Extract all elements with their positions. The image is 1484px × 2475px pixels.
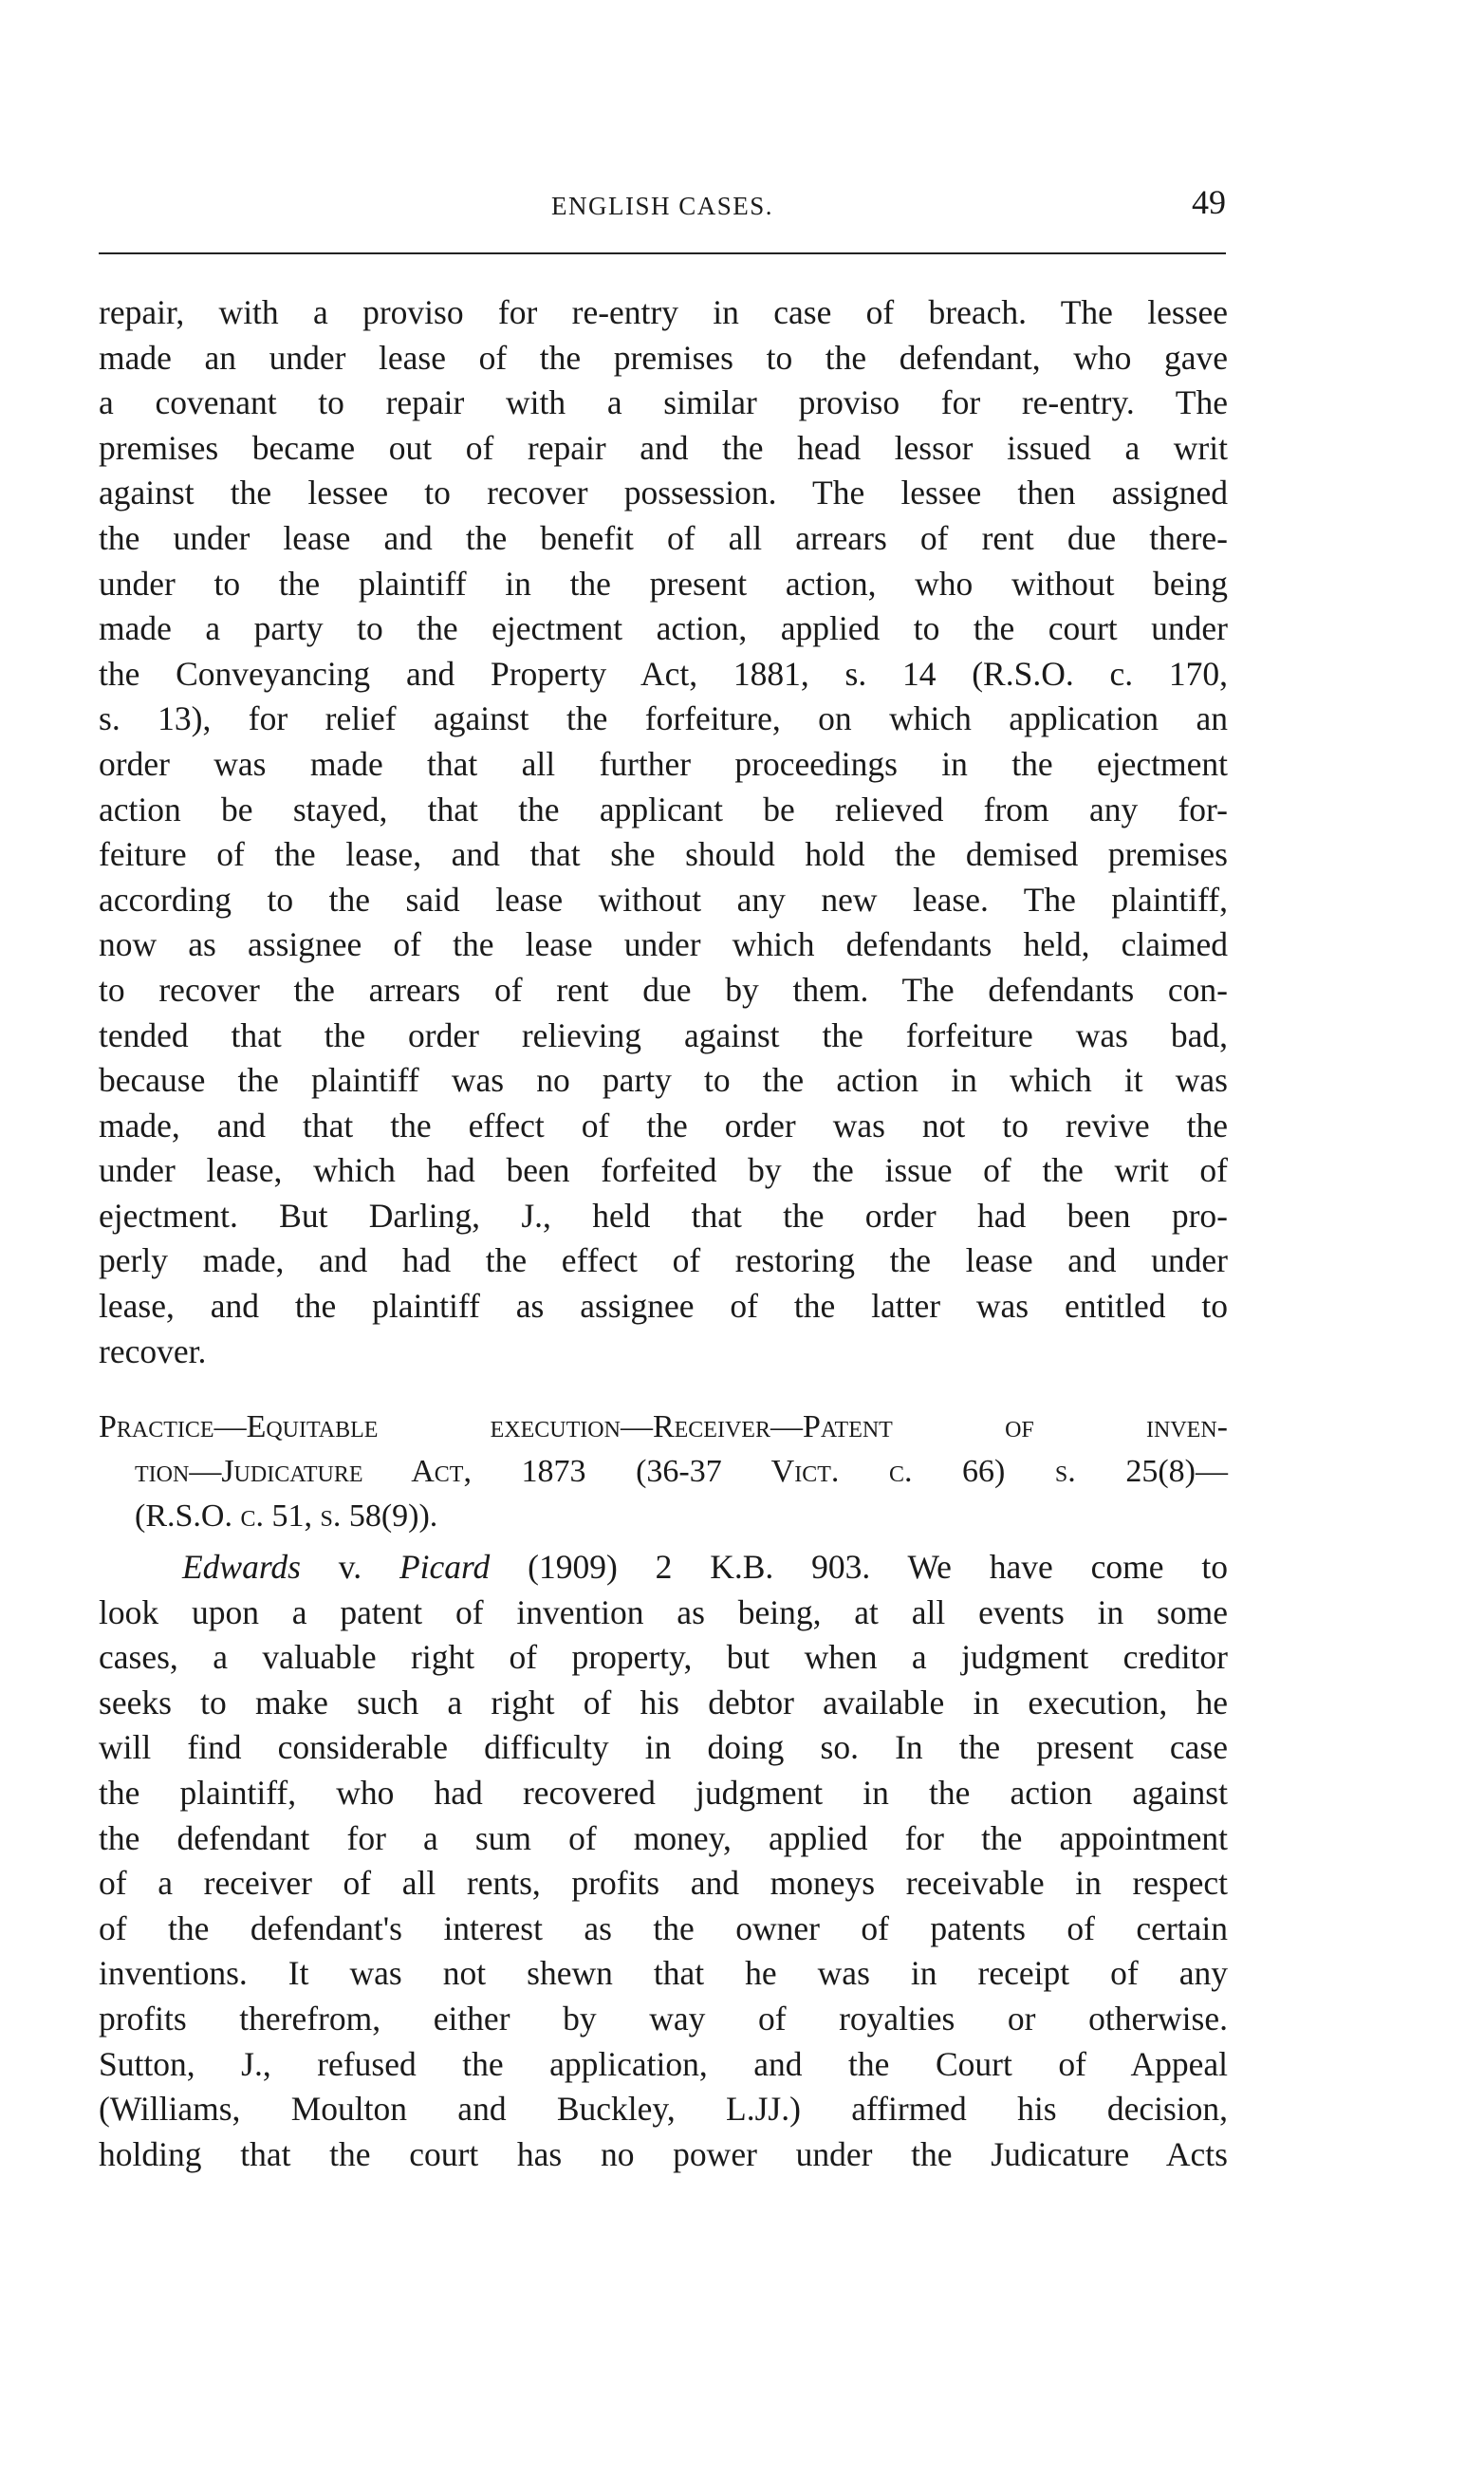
text-line: s. 13), for relief against the forfeiture, on which application an	[99, 699, 1228, 738]
text-line: order was made that all further proceedings in the ejectment	[99, 744, 1228, 783]
text-line: the defendant for a sum of money, applied for the appointment	[99, 1818, 1228, 1857]
text-line: premises became out of repair and the head lessor issued a writ	[99, 428, 1228, 467]
case-name-plaintiff: Edwards	[182, 1548, 301, 1586]
case-headnote-heading	[99, 1405, 1228, 1538]
text-line: cases, a valuable right of property, but when a judgment creditor	[99, 1638, 1228, 1677]
text-line: profits therefrom, either by way of royalties or otherwise.	[99, 1999, 1228, 2038]
text-line: lease, and the plaintiff as assignee of the latter was entitled to	[99, 1287, 1228, 1326]
text-line: under to the plaintiff in the present action, who without being	[99, 564, 1228, 603]
text-line: the under lease and the benefit of all arrears of rent due there-	[99, 518, 1228, 557]
text-line: the Conveyancing and Property Act, 1881, s. 14 (R.S.O. c. 170,	[99, 654, 1228, 693]
heading-line: (R.S.O. c. 51, s. 58(9)).	[135, 1498, 438, 1534]
text-line: feiture of the lease, and that she should hold the demised premises	[99, 835, 1228, 874]
heading-line: Practice—Equitable execution—Receiver—Patent of inven-	[99, 1409, 1228, 1444]
text-line: a covenant to repair with a similar proviso for re-entry. The	[99, 383, 1228, 422]
page-number: 49	[1192, 183, 1226, 221]
text-line: under lease, which had been forfeited by the issue of the writ of	[99, 1151, 1228, 1190]
text-line: of the defendant's interest as the owner of patents of certain	[99, 1908, 1228, 1947]
heading-line: tion—Judicature Act, 1873 (36-37 Vict. c. 66) s. 25(8)—	[135, 1454, 1228, 1489]
text-line: tended that the order relieving against the forfeiture was bad,	[99, 1015, 1228, 1054]
paragraph-edwards-v-picard	[99, 1545, 1228, 2177]
text-line: of a receiver of all rents, profits and moneys receivable in respect	[99, 1864, 1228, 1903]
text-line: to recover the arrears of rent due by them. The defendants con-	[99, 970, 1228, 1009]
text-line: Sutton, J., refused the application, and the Court of Appeal	[99, 2044, 1228, 2083]
text-line: holding that the court has no power under the Judicature Acts	[99, 2134, 1228, 2173]
text-line: made, and that the effect of the order was not to revive the	[99, 1106, 1228, 1144]
text-line: action be stayed, that the applicant be relieved from any for-	[99, 790, 1228, 828]
text-line: against the lessee to recover possession. The lessee then assigned	[99, 474, 1228, 512]
text-line: perly made, and had the effect of restoring the lease and under	[99, 1241, 1228, 1280]
citation-text: (1909) 2 K.B. 903. We have come to	[490, 1548, 1228, 1586]
text-line: seeks to make such a right of his debtor available in execution, he	[99, 1683, 1228, 1721]
text-line: made an under lease of the premises to the defendant, who gave	[99, 338, 1228, 377]
running-title: ENGLISH CASES.	[550, 192, 774, 220]
text-line: the plaintiff, who had recovered judgment in the action against	[99, 1773, 1228, 1812]
running-head	[99, 182, 1226, 230]
text-line: ejectment. But Darling, J., held that the order had been pro-	[99, 1196, 1228, 1235]
case-name-defendant: Picard	[399, 1548, 491, 1586]
text-line: will find considerable difficulty in doing so. In the present case	[99, 1728, 1228, 1767]
paragraph-forfeiture-relief	[99, 290, 1228, 1374]
header-rule	[99, 252, 1226, 254]
text-line: according to the said lease without any new lease. The plaintiff,	[99, 880, 1228, 919]
text-line: (Williams, Moulton and Buckley, L.JJ.) affirmed his decision,	[99, 2090, 1228, 2129]
text-line-first	[99, 1545, 1228, 1591]
text-line: recover.	[99, 1331, 207, 1370]
text-line: made a party to the ejectment action, applied to the court under	[99, 609, 1228, 648]
text-line: repair, with a proviso for re-entry in case of breach. The lessee	[99, 293, 1228, 331]
text-line: inventions. It was not shewn that he was in receipt of any	[99, 1954, 1228, 1993]
case-versus: v.	[300, 1548, 399, 1586]
text-line: now as assignee of the lease under which defendants held, claimed	[99, 925, 1228, 964]
text-line: because the plaintiff was no party to the action in which it was	[99, 1061, 1228, 1100]
text-line: look upon a patent of invention as being, at all events in some	[99, 1592, 1228, 1631]
